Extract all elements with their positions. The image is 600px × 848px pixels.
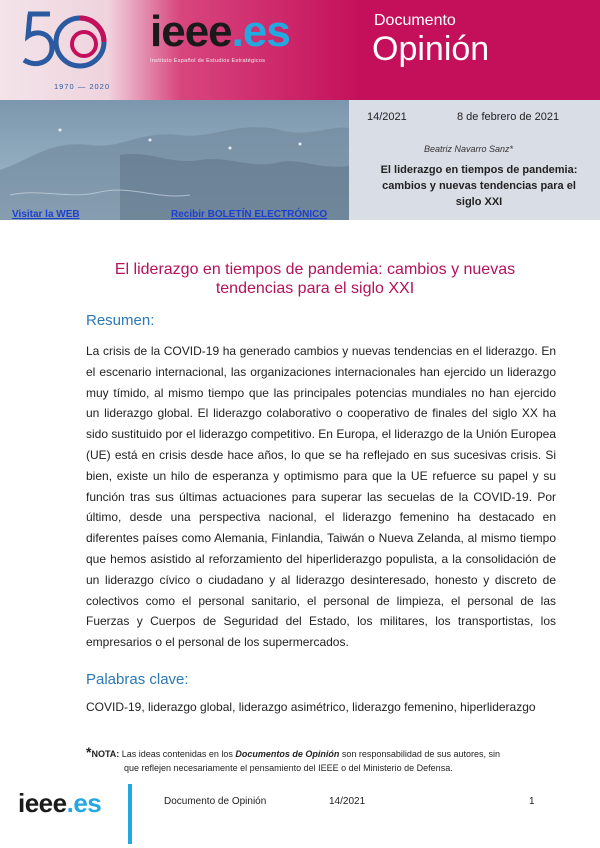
ieee-subtitle: Instituto Español de Estudios Estratégicos	[150, 58, 266, 64]
summary-heading: Resumen:	[86, 312, 155, 329]
europe-map-image	[0, 100, 349, 220]
note-text-a: Las ideas contenidas en los	[119, 749, 236, 759]
header-banner	[0, 0, 600, 100]
document-number: 14/2021	[367, 111, 407, 123]
note-label: NOTA:	[91, 749, 120, 759]
ieee-es-logo	[150, 7, 290, 56]
anniversary-50-logo	[18, 6, 110, 92]
footer-ieee-es-logo	[18, 790, 101, 816]
note-text-c: que reflejen necesariamente el pensamiento del IEEE o del Ministerio de Defensa.	[124, 763, 453, 773]
document-type: Opinión	[372, 30, 490, 68]
logo-ieee-text: ieee	[150, 7, 232, 56]
disclaimer-note	[86, 745, 556, 775]
footer-logo-ieee: ieee	[18, 788, 67, 818]
document-word: Documento	[374, 12, 456, 29]
anniversary-50-icon	[18, 6, 110, 80]
keywords-text: COVID-19, liderazgo global, liderazgo asimétrico, liderazgo femenino, hiperliderazgo	[86, 700, 536, 714]
note-text-b: son responsabilidad de sus autores, sin	[339, 749, 500, 759]
logo-es-text: es	[242, 7, 290, 56]
note-asterisk: *	[86, 744, 92, 760]
bulletin-subscribe-link[interactable]: Recibir BOLETÍN ELECTRÓNICO	[171, 209, 328, 220]
footer-divider	[128, 784, 132, 844]
logo-dot-text: .	[231, 7, 243, 56]
document-date: 8 de febrero de 2021	[457, 111, 560, 123]
document-header	[0, 0, 600, 225]
logo-years: 1970 — 2020	[53, 82, 111, 91]
footer-logo-dot: .	[66, 788, 74, 818]
map-graphic	[0, 100, 349, 220]
summary-text: La crisis de la COVID-19 ha generado cambios y nuevas tendencias en el liderazgo. En el escenario internacional, las organizaciones internacionales han ejercido un liderazgo muy tímido, al mismo tiempo que las principales potencias mundiales no han ejercido un liderazgo global. El liderazgo colaborativo o cooperativo de finales del siglo XX ha sido sustituido por el liderazgo competitivo. En Europa, el liderazgo de la Unión Europea (UE) está en crisis desde hace años, lo que se ha reflejado en sus sucesivas crisis. Si bien, existe un hilo de esperanza y optimismo para que la UE refuerce su papel y su función tras sus últimas actuaciones para superar las secuelas de la COVID-19. Por último, desde una perspectiva nacional, el liderazgo femenino ha destacado en diferentes países como Alemania, Finlandia, Taiwán o Nueva Zelanda, al mismo tiempo que hemos asistido al reforzamiento del hiperliderazgo populista, a la consolidación de un liderazgo cívico o ciudadano y al liderazgo desinteresado, honesto y discreto de colectivos como el personal sanitario, el personal de limpieza, el personal de las Fuerzas y Cuerpos de Seguridad del Estado, los militares, los transportistas, los empresarios o el personal de los supermercados.	[86, 344, 556, 650]
footer-logo-es: es	[73, 788, 102, 818]
footer-page-number: 1	[529, 796, 535, 807]
document-title: El liderazgo en tiempos de pandemia: cambios y nuevas tendencias para el siglo XXI	[114, 261, 516, 297]
note-emphasis: Documentos de Opinión	[235, 749, 340, 759]
document-author: Beatriz Navarro Sanz*	[424, 144, 514, 154]
footer-document-number: 14/2021	[329, 796, 366, 807]
document-info-box	[349, 100, 600, 220]
visit-web-link[interactable]: Visitar la WEB	[12, 209, 80, 220]
info-box-title: El liderazgo en tiempos de pandemia: cambios y nuevas tendencias para el siglo XXI	[380, 164, 578, 208]
footer-document-label: Documento de Opinión	[164, 796, 267, 807]
keywords-heading: Palabras clave:	[86, 671, 189, 688]
